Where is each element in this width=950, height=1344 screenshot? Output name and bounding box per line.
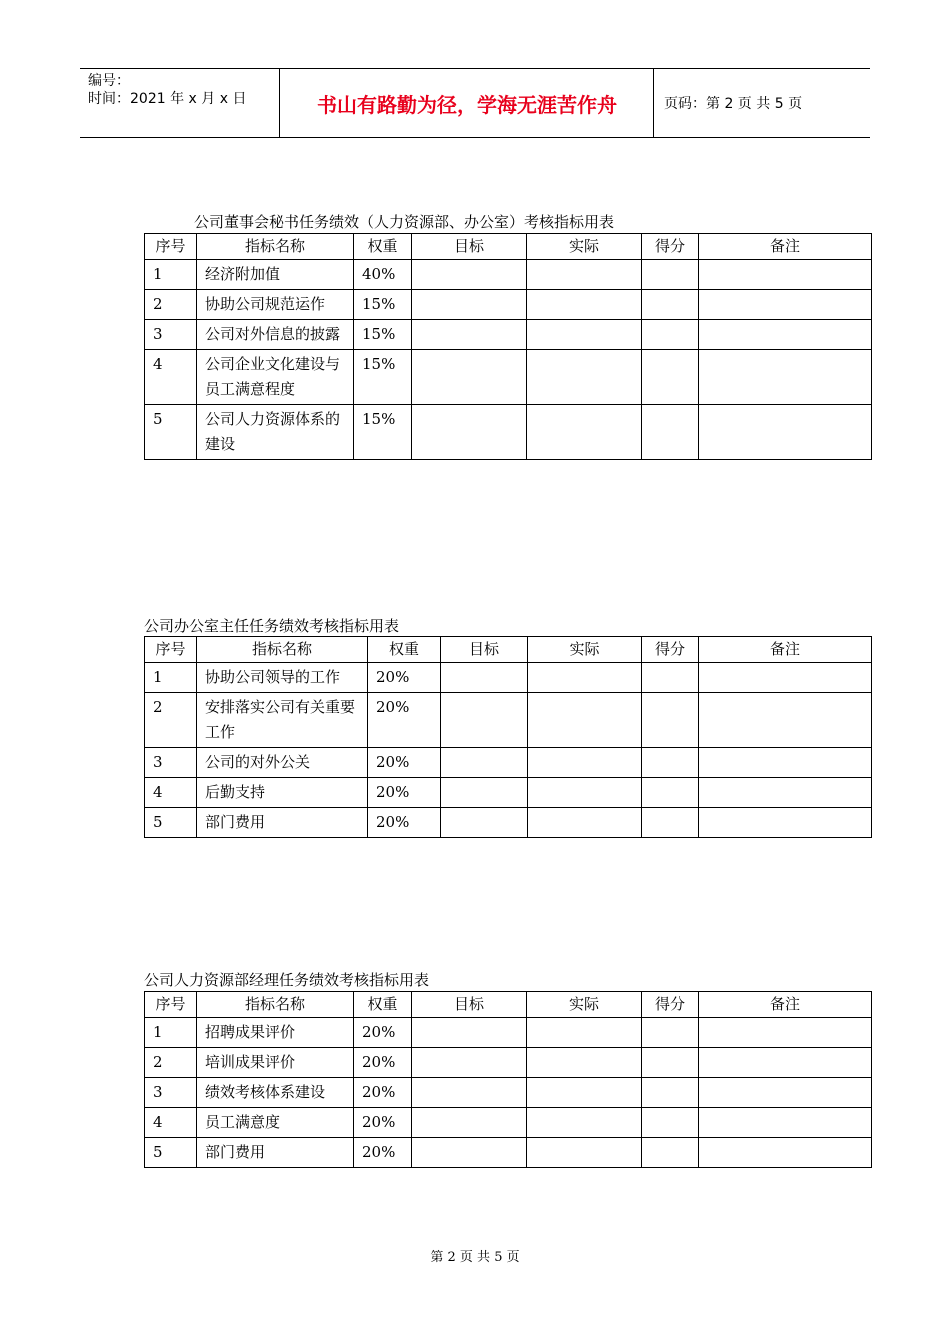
table2-header-row bbox=[145, 637, 872, 663]
cell-weight: 15% bbox=[354, 405, 412, 460]
cell-name: 安排落实公司有关重要工作 bbox=[197, 693, 368, 748]
table1-body bbox=[145, 260, 872, 460]
cell-target[interactable] bbox=[412, 320, 527, 350]
code-label: 编号： bbox=[88, 73, 130, 89]
cell-no: 1 bbox=[145, 260, 197, 290]
cell-target[interactable] bbox=[412, 1018, 527, 1048]
column-header: 权重 bbox=[354, 234, 412, 260]
column-header: 指标名称 bbox=[197, 234, 354, 260]
page-header bbox=[80, 68, 870, 138]
cell-score[interactable] bbox=[642, 350, 699, 405]
cell-remark[interactable] bbox=[699, 1138, 872, 1168]
cell-target[interactable] bbox=[441, 693, 528, 748]
cell-no: 4 bbox=[145, 778, 197, 808]
cell-remark[interactable] bbox=[699, 320, 872, 350]
cell-remark[interactable] bbox=[699, 808, 872, 838]
table1-caption: 公司董事会秘书任务绩效（人力资源部、办公室）考核指标用表 bbox=[194, 213, 615, 231]
table-row bbox=[145, 778, 872, 808]
cell-score[interactable] bbox=[642, 1018, 699, 1048]
table-row bbox=[145, 320, 872, 350]
column-header: 备注 bbox=[699, 992, 872, 1018]
column-header: 备注 bbox=[699, 637, 872, 663]
cell-remark[interactable] bbox=[699, 260, 872, 290]
cell-weight: 20% bbox=[368, 808, 441, 838]
cell-remark[interactable] bbox=[699, 1048, 872, 1078]
column-header: 指标名称 bbox=[197, 637, 368, 663]
cell-weight: 20% bbox=[368, 748, 441, 778]
column-header: 目标 bbox=[441, 637, 528, 663]
cell-no: 1 bbox=[145, 1018, 197, 1048]
cell-target[interactable] bbox=[412, 290, 527, 320]
page-footer: 第 2 页 共 5 页 bbox=[430, 1250, 520, 1265]
cell-no: 3 bbox=[145, 748, 197, 778]
column-header: 得分 bbox=[642, 234, 699, 260]
header-motto: 书山有路勤为径，学海无涯苦作舟 bbox=[281, 69, 654, 137]
table-row bbox=[145, 1078, 872, 1108]
cell-no: 5 bbox=[145, 808, 197, 838]
cell-no: 2 bbox=[145, 1048, 197, 1078]
table-row bbox=[145, 350, 872, 405]
cell-actual[interactable] bbox=[527, 1018, 642, 1048]
cell-name: 绩效考核体系建设 bbox=[197, 1078, 354, 1108]
cell-no: 2 bbox=[145, 290, 197, 320]
column-header: 实际 bbox=[528, 637, 642, 663]
cell-name: 培训成果评价 bbox=[197, 1048, 354, 1078]
cell-score[interactable] bbox=[642, 1078, 699, 1108]
table-row bbox=[145, 693, 872, 748]
cell-weight: 20% bbox=[368, 778, 441, 808]
cell-name: 部门费用 bbox=[197, 808, 368, 838]
cell-remark[interactable] bbox=[699, 778, 872, 808]
cell-target[interactable] bbox=[412, 1048, 527, 1078]
cell-weight: 20% bbox=[354, 1078, 412, 1108]
cell-actual[interactable] bbox=[528, 778, 642, 808]
table3-header-row bbox=[145, 992, 872, 1018]
cell-actual[interactable] bbox=[527, 405, 642, 460]
table-row bbox=[145, 260, 872, 290]
table-row bbox=[145, 748, 872, 778]
cell-name: 招聘成果评价 bbox=[197, 1018, 354, 1048]
column-header: 序号 bbox=[145, 637, 197, 663]
cell-actual[interactable] bbox=[527, 290, 642, 320]
cell-target[interactable] bbox=[441, 663, 528, 693]
cell-actual[interactable] bbox=[528, 693, 642, 748]
cell-remark[interactable] bbox=[699, 693, 872, 748]
cell-weight: 20% bbox=[354, 1048, 412, 1078]
cell-name: 部门费用 bbox=[197, 1138, 354, 1168]
cell-actual[interactable] bbox=[527, 350, 642, 405]
table3-caption: 公司人力资源部经理任务绩效考核指标用表 bbox=[144, 971, 430, 989]
cell-remark[interactable] bbox=[699, 1018, 872, 1048]
table3-body bbox=[145, 1018, 872, 1168]
cell-target[interactable] bbox=[441, 778, 528, 808]
cell-no: 3 bbox=[145, 1078, 197, 1108]
cell-weight: 40% bbox=[354, 260, 412, 290]
cell-remark[interactable] bbox=[699, 290, 872, 320]
cell-remark[interactable] bbox=[699, 405, 872, 460]
time-label: 时间：2021 年 x 月 x 日 bbox=[88, 91, 247, 107]
cell-target[interactable] bbox=[412, 350, 527, 405]
column-header: 目标 bbox=[412, 234, 527, 260]
column-header: 实际 bbox=[527, 992, 642, 1018]
cell-score[interactable] bbox=[642, 748, 699, 778]
cell-no: 3 bbox=[145, 320, 197, 350]
cell-no: 4 bbox=[145, 1108, 197, 1138]
cell-actual[interactable] bbox=[528, 663, 642, 693]
cell-remark[interactable] bbox=[699, 1108, 872, 1138]
table-row bbox=[145, 808, 872, 838]
column-header: 得分 bbox=[642, 992, 699, 1018]
cell-name: 协助公司领导的工作 bbox=[197, 663, 368, 693]
cell-score[interactable] bbox=[642, 260, 699, 290]
column-header: 指标名称 bbox=[197, 992, 354, 1018]
table-row bbox=[145, 290, 872, 320]
header-page-info: 页码：第 2 页 共 5 页 bbox=[664, 96, 803, 112]
cell-weight: 15% bbox=[354, 320, 412, 350]
column-header: 得分 bbox=[642, 637, 699, 663]
table-row bbox=[145, 1138, 872, 1168]
cell-target[interactable] bbox=[412, 405, 527, 460]
cell-score[interactable] bbox=[642, 693, 699, 748]
cell-score[interactable] bbox=[642, 405, 699, 460]
table2-caption: 公司办公室主任任务绩效考核指标用表 bbox=[144, 617, 400, 635]
cell-weight: 20% bbox=[354, 1108, 412, 1138]
cell-target[interactable] bbox=[412, 1108, 527, 1138]
header-meta bbox=[80, 69, 280, 137]
cell-score[interactable] bbox=[642, 663, 699, 693]
table1-header-row bbox=[145, 234, 872, 260]
table-row bbox=[145, 1048, 872, 1078]
column-header: 目标 bbox=[412, 992, 527, 1018]
cell-score[interactable] bbox=[642, 1108, 699, 1138]
cell-weight: 20% bbox=[368, 663, 441, 693]
cell-remark[interactable] bbox=[699, 1078, 872, 1108]
cell-actual[interactable] bbox=[527, 1078, 642, 1108]
cell-score[interactable] bbox=[642, 1138, 699, 1168]
table-row bbox=[145, 405, 872, 460]
cell-target[interactable] bbox=[441, 748, 528, 778]
table-row bbox=[145, 1018, 872, 1048]
cell-target[interactable] bbox=[412, 1138, 527, 1168]
column-header: 权重 bbox=[368, 637, 441, 663]
cell-no: 4 bbox=[145, 350, 197, 405]
cell-no: 5 bbox=[145, 1138, 197, 1168]
cell-name: 协助公司规范运作 bbox=[197, 290, 354, 320]
table-row bbox=[145, 1108, 872, 1138]
cell-weight: 20% bbox=[368, 693, 441, 748]
cell-name: 员工满意度 bbox=[197, 1108, 354, 1138]
cell-weight: 20% bbox=[354, 1138, 412, 1168]
cell-weight: 15% bbox=[354, 350, 412, 405]
table1 bbox=[144, 233, 872, 460]
column-header: 备注 bbox=[699, 234, 872, 260]
cell-actual[interactable] bbox=[527, 1138, 642, 1168]
cell-weight: 20% bbox=[354, 1018, 412, 1048]
cell-name: 后勤支持 bbox=[197, 778, 368, 808]
column-header: 序号 bbox=[145, 234, 197, 260]
cell-actual[interactable] bbox=[527, 260, 642, 290]
cell-name: 公司企业文化建设与员工满意程度 bbox=[197, 350, 354, 405]
column-header: 序号 bbox=[145, 992, 197, 1018]
cell-score[interactable] bbox=[642, 808, 699, 838]
cell-actual[interactable] bbox=[528, 808, 642, 838]
cell-score[interactable] bbox=[642, 1048, 699, 1078]
cell-score[interactable] bbox=[642, 778, 699, 808]
cell-no: 1 bbox=[145, 663, 197, 693]
column-header: 权重 bbox=[354, 992, 412, 1018]
cell-score[interactable] bbox=[642, 320, 699, 350]
cell-no: 5 bbox=[145, 405, 197, 460]
cell-no: 2 bbox=[145, 693, 197, 748]
cell-remark[interactable] bbox=[699, 350, 872, 405]
column-header: 实际 bbox=[527, 234, 642, 260]
cell-actual[interactable] bbox=[528, 748, 642, 778]
cell-actual[interactable] bbox=[527, 1048, 642, 1078]
table-row bbox=[145, 663, 872, 693]
cell-remark[interactable] bbox=[699, 663, 872, 693]
table2-body bbox=[145, 663, 872, 838]
cell-weight: 15% bbox=[354, 290, 412, 320]
cell-name: 经济附加值 bbox=[197, 260, 354, 290]
cell-remark[interactable] bbox=[699, 748, 872, 778]
cell-score[interactable] bbox=[642, 290, 699, 320]
cell-actual[interactable] bbox=[527, 320, 642, 350]
cell-name: 公司人力资源体系的建设 bbox=[197, 405, 354, 460]
table3 bbox=[144, 991, 872, 1168]
cell-name: 公司的对外公关 bbox=[197, 748, 368, 778]
table2 bbox=[144, 636, 872, 838]
cell-name: 公司对外信息的披露 bbox=[197, 320, 354, 350]
cell-target[interactable] bbox=[412, 1078, 527, 1108]
cell-actual[interactable] bbox=[527, 1108, 642, 1138]
cell-target[interactable] bbox=[412, 260, 527, 290]
cell-target[interactable] bbox=[441, 808, 528, 838]
